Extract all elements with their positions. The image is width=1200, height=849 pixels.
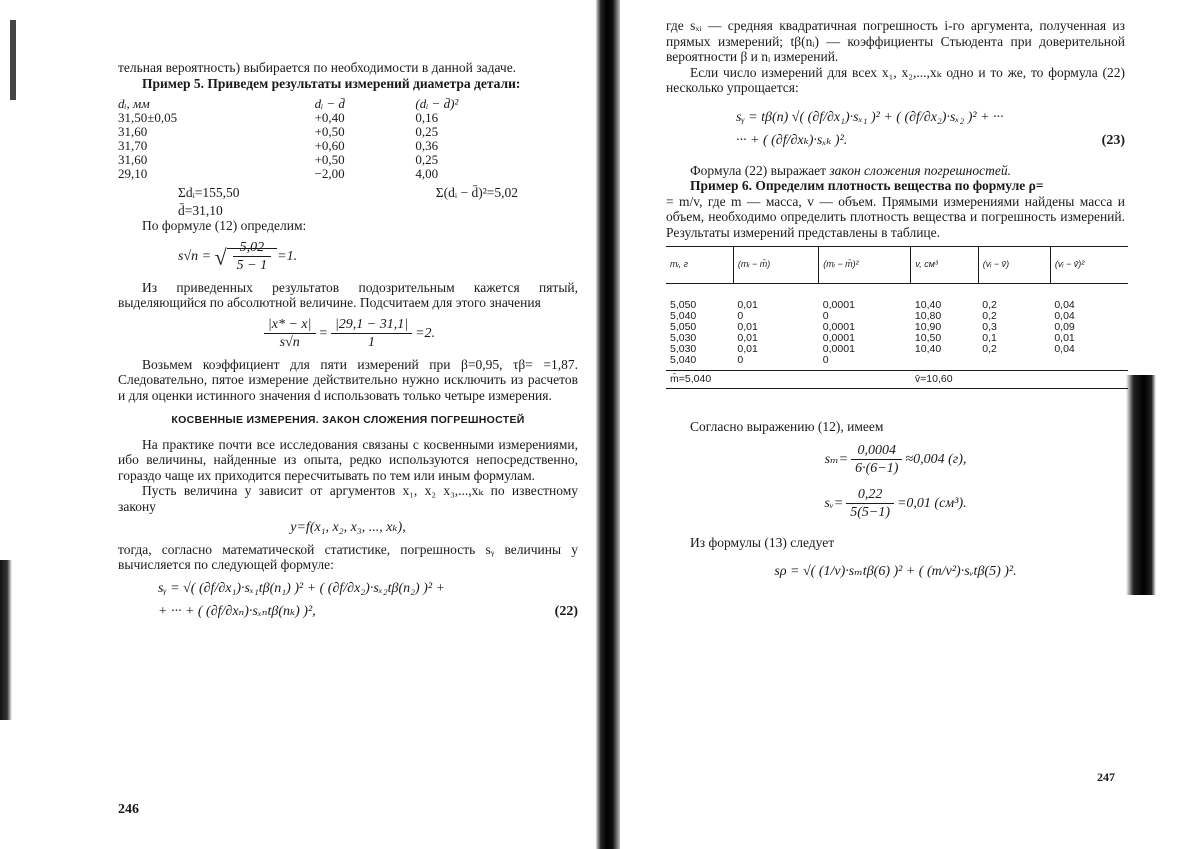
cell: 0,36	[415, 138, 439, 153]
paragraph-from-13: Из формулы (13) следует	[690, 534, 835, 550]
table-row	[118, 139, 558, 153]
fraction	[264, 317, 316, 351]
paragraph-let: Пусть величина y зависит от аргументов x₁, x₂ x₃,...,xₖ по известному закону	[118, 483, 578, 514]
formula-rhs: =2.	[415, 325, 436, 341]
cell: 31,60	[118, 152, 148, 167]
cell: 5,030	[670, 332, 697, 344]
equation-22-line2-text: + ··· + ( (∂f/∂xₙ)·sₓₙtβ(nₖ) )²,	[158, 604, 316, 619]
equation-23-line2-text: ··· + ( (∂f/∂xₖ)·sₓₖ )².	[736, 133, 848, 148]
cell: 0,01	[737, 299, 758, 311]
table-row	[118, 153, 558, 167]
law-prefix: Формула (22) выражает	[690, 162, 830, 178]
table-header: v, см³	[911, 247, 978, 284]
mean-d: d̄=31,10	[178, 202, 223, 218]
cell: 0	[737, 354, 744, 366]
cell: 0	[822, 354, 829, 366]
example-6-title: Пример 6. Определим плотность вещества по формуле ρ=	[690, 178, 1044, 193]
cell: 0,04	[1054, 343, 1075, 355]
cell: 10,40	[914, 343, 942, 355]
denominator: 6·(6−1)	[855, 461, 899, 476]
cell: 5,050	[670, 321, 697, 333]
paragraph-according: Согласно выражению (12), имеем	[690, 419, 884, 434]
table-header: (mᵢ − m̄)²	[819, 247, 911, 284]
cell: 5,050	[670, 299, 697, 311]
radical-sign: √	[214, 243, 227, 269]
cell: 0,2	[982, 343, 997, 355]
cell: −2,00	[314, 166, 345, 181]
equation-number: (23)	[1101, 133, 1125, 148]
table-header: dᵢ − d̄	[314, 96, 345, 111]
cell: 0	[737, 310, 744, 322]
cell: 0,1	[982, 332, 997, 344]
table-footer-row	[666, 371, 1128, 389]
table-row	[666, 344, 1128, 355]
cell: 0,25	[415, 152, 439, 167]
table-row	[118, 167, 558, 181]
cell: 0,0001	[822, 299, 855, 311]
cell: +0,50	[314, 152, 345, 167]
cell: 10,80	[914, 310, 942, 322]
formula-ratio: $\frac{|x* - x|}{s√n}$ = $\frac{|29,1 - 31,1|}{1}$ =2.	[118, 317, 578, 351]
denominator: 1	[368, 335, 376, 350]
cell: 0,25	[415, 124, 439, 139]
paragraph-where: где sₓᵢ — средняя квадратичная погрешность i-го аргумента, полученная из прямых измерений; tβ(nᵢ) — коэффициенты Стьюдента при доверительной вероятности β и nᵢ измерений.	[666, 18, 1125, 64]
formula-rhs: =1.	[277, 248, 298, 264]
cell: 0,0001	[822, 321, 855, 333]
denominator: 5(5−1)	[850, 505, 890, 520]
numerator: |x* − x|	[264, 317, 316, 335]
formula-rhs: ≈0,004 (г),	[905, 451, 967, 467]
table-header: (mᵢ − m̄)	[733, 247, 818, 284]
cell	[978, 355, 1050, 371]
paragraph-suspicious: Из приведенных результатов подозрительным кажется пятый, выделяющийся по абсолютной величине. Подсчитаем для этого значения	[118, 279, 578, 310]
example-5-title: Пример 5. Приведем результаты измерений диаметра детали:	[142, 75, 521, 91]
table-sums	[178, 185, 518, 201]
paragraph-if: Если число измерений для всех x₁, x₂,...,xₖ одно и то же, то формула (22) несколько упрощается:	[666, 64, 1125, 95]
paragraph-example-6: = m/v, где m — масса, v — объем. Прямыми измерениями найдены масса и объем, необходимо определить плотность вещества и погрешность измерений. Результаты измерений представлены в таблице.	[666, 193, 1125, 240]
table-header: (vᵢ − v̄)²	[1050, 247, 1128, 284]
cell: 31,70	[118, 138, 148, 153]
density-table	[666, 246, 1128, 389]
page-number-right: 247	[1097, 770, 1115, 784]
numerator: |29,1 − 31,1|	[331, 317, 412, 335]
table-header: dᵢ, мм	[118, 96, 150, 111]
table-header: mᵢ, г	[666, 247, 733, 284]
cell: 0,04	[1054, 310, 1075, 322]
table-row	[118, 111, 558, 125]
equation-22-line2	[118, 604, 578, 620]
formula-lhs: sᵥ=	[824, 495, 844, 511]
fraction	[233, 240, 271, 274]
formula-rhs: =0,01 (см³).	[896, 495, 967, 511]
fraction	[851, 443, 902, 477]
numerator: 0,22	[846, 487, 894, 505]
cell: 29,10	[118, 166, 148, 181]
cell: 0,01	[737, 343, 758, 355]
page-number-left: 246	[118, 802, 139, 817]
fraction	[331, 317, 412, 351]
cell: 0,3	[982, 321, 997, 333]
cell: 10,40	[914, 299, 942, 311]
table-header: (dᵢ − d̄)²	[415, 96, 459, 111]
formula-sm	[666, 443, 1125, 477]
numerator: 5,02	[233, 240, 271, 258]
cell: 31,50±0,05	[118, 110, 178, 125]
cell: 0,16	[415, 110, 439, 125]
cell: +0,40	[314, 110, 345, 125]
formula-sv	[666, 487, 1125, 521]
by-formula-line: По формуле (12) определим:	[142, 218, 307, 233]
right-page	[600, 0, 1200, 849]
equation-22-line1: sᵧ = √( (∂f/∂x₁)·sₓ₁tβ(n₁) )² + ( (∂f/∂x₂)·sₓ₂tβ(n₂) )² +	[158, 580, 445, 596]
formula-lhs: s√n =	[178, 248, 212, 264]
cell: 0,2	[982, 310, 997, 322]
sum-d: Σdᵢ=155,50	[178, 185, 240, 200]
table-header: (vᵢ − v̄)	[978, 247, 1050, 284]
cell: 4,00	[415, 166, 439, 181]
cell: +0,60	[314, 138, 345, 153]
cell: 0	[822, 310, 829, 322]
cell: 10,90	[914, 321, 942, 333]
equation-number: (22)	[554, 604, 578, 619]
cell: 10,50	[914, 332, 942, 344]
denominator: s√n	[279, 335, 300, 350]
section-heading: КОСВЕННЫЕ ИЗМЕРЕНИЯ. ЗАКОН СЛОЖЕНИЯ ПОГРЕШНОСТЕЙ	[171, 414, 525, 426]
formula-s-sqrt-n	[118, 240, 578, 274]
diameter-table	[118, 97, 558, 181]
cell: 5,030	[670, 343, 697, 355]
equation-23-line2	[666, 133, 1125, 149]
mean-m: m̄=5,040	[666, 371, 911, 389]
sum-squares: Σ(dᵢ − d̄)²=5,02	[435, 185, 518, 200]
cell: 0,2	[982, 299, 997, 311]
mean-v: v̄=10,60	[911, 371, 1128, 389]
cell	[1050, 355, 1128, 371]
formula-s-rho: sρ = √( (1/v)·sₘtβ(6) )² + ( (m/v²)·sᵥtβ(5) )².	[774, 564, 1017, 579]
law-italic: закон сложения погрешностей.	[829, 162, 1011, 178]
cell: 0,04	[1054, 299, 1075, 311]
denominator: 5 − 1	[236, 258, 268, 273]
cell: 0,09	[1054, 321, 1075, 333]
cell: 31,60	[118, 124, 148, 139]
cell: 0,01	[1054, 332, 1075, 344]
paragraph-practice: На практике почти все исследования связаны с косвенными измерениями, ибо величины, найденные из опыта, редко используются непосредственно, гораздо чаще их приходится пересчитывать по тем или иным формулам.	[118, 436, 578, 483]
cell	[911, 355, 978, 371]
fraction	[846, 487, 894, 521]
equation-23-line1: sᵧ = tβ(n) √( (∂f/∂x₁)·sₓ₁ )² + ( (∂f/∂x₂)·sₓ₂ )² + ···	[736, 109, 1004, 125]
paragraph-then: тогда, согласно математической статистике, погрешность sᵧ величины y вычисляется по следующей формуле:	[118, 541, 578, 572]
cell: 0,0001	[822, 332, 855, 344]
table-row	[666, 284, 1128, 312]
cell: 0,01	[737, 332, 758, 344]
intro-line: тельная вероятность) выбирается по необходимости в данной задаче.	[118, 60, 517, 75]
cell: 0,01	[737, 321, 758, 333]
cell: 5,040	[670, 354, 697, 366]
cell: +0,50	[314, 124, 345, 139]
cell: 0,0001	[822, 343, 855, 355]
numerator: 0,0004	[851, 443, 902, 461]
table-row	[118, 125, 558, 139]
paragraph-coefficient: Возьмем коэффициент для пяти измерений при β=0,95, τβ= =1,87. Следовательно, пятое измерение действительно нужно исключить из расчетов и для оценки истинного значения d использовать только четыре измерения.	[118, 356, 578, 403]
paragraph-law	[666, 163, 1125, 179]
table-row	[666, 355, 1128, 371]
formula-function: y=f(x₁, x₂, x₃, ..., xₖ),	[290, 520, 406, 535]
formula-lhs: sₘ=	[824, 451, 849, 467]
cell: 5,040	[670, 310, 697, 322]
